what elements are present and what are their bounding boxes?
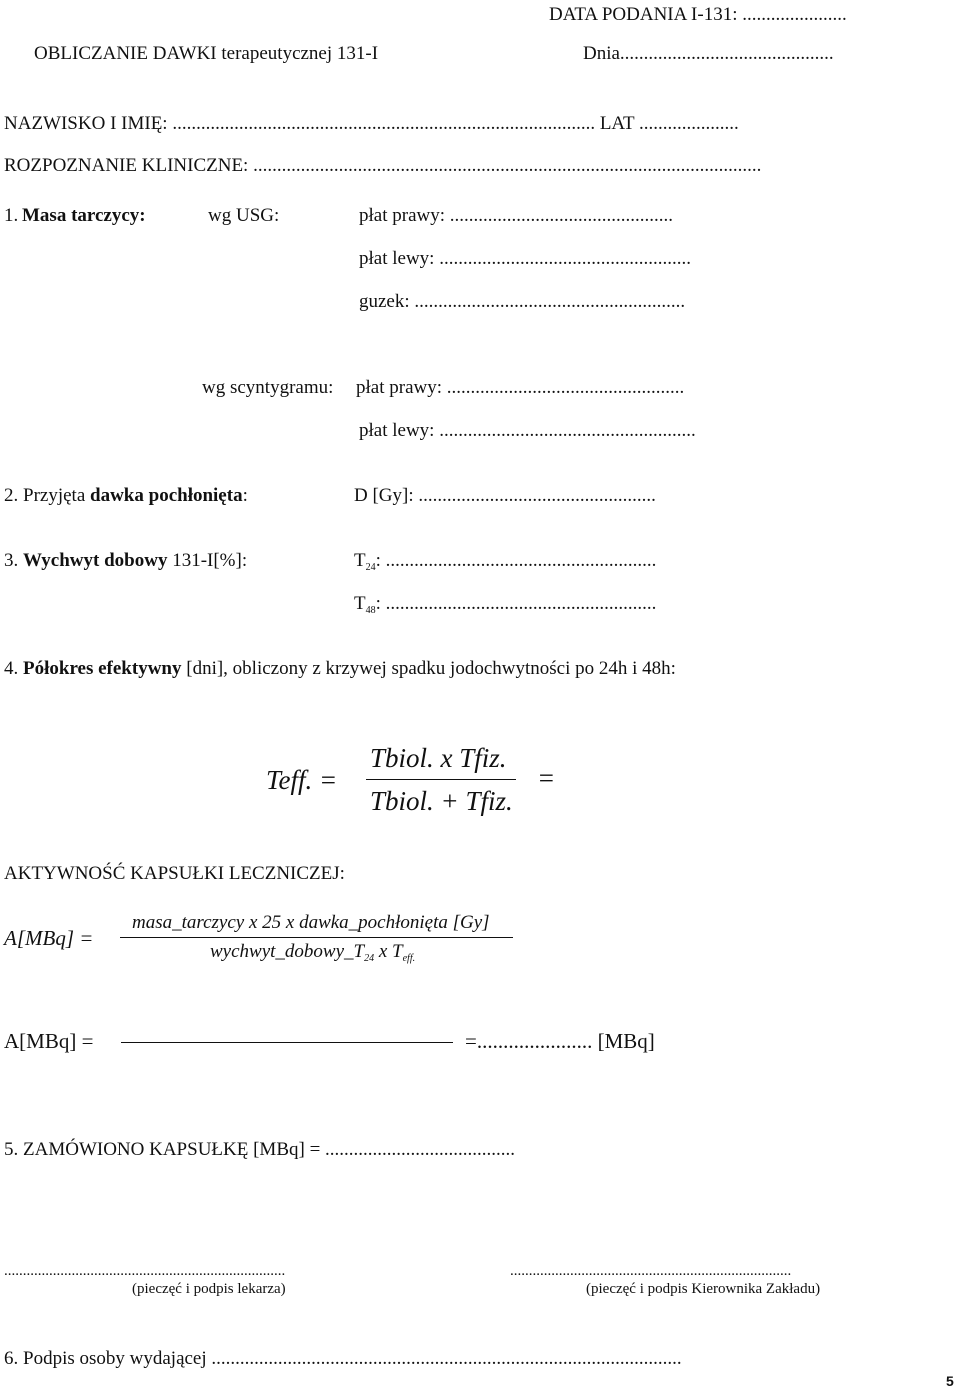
capsule-activity-heading: AKTYWNOŚĆ KAPSUŁKI LECZNICZEJ: (4, 863, 345, 884)
teff-fraction-bar (366, 779, 516, 780)
page-number: 5 (946, 1373, 954, 1389)
t48-symbol: T (354, 593, 366, 614)
ordered-capsule-field: 5. ZAMÓWIONO KAPSUŁKĘ [MBq] = ........................................ (4, 1139, 516, 1160)
thyroid-mass-label: Masa tarczycy: (22, 205, 146, 226)
section-4-heading (4, 659, 676, 678)
head-signature-label: (pieczęć i podpis Kierownika Zakładu) (586, 1281, 821, 1297)
scintigram-left-lobe-field: płat lewy: ...................................................... (359, 420, 696, 441)
uptake-t48-field (354, 594, 656, 616)
teff-formula-denominator: Tbiol. + Tfiz. (370, 786, 513, 816)
doctor-signature-label: (pieczęć i podpis lekarza) (132, 1281, 286, 1297)
effective-halflife-description: [dni], obliczony z krzywej spadku jodochwytności po 24h i 48h: (186, 658, 676, 679)
teff-formula-rhs: = (537, 763, 556, 793)
date-field: Dnia............................................. (583, 43, 834, 64)
usg-left-lobe-field: płat lewy: ..................................................... (359, 248, 691, 269)
t24-subscript: 24 (365, 562, 376, 573)
usg-nodule-field: guzek: ......................................................... (359, 291, 686, 312)
absorbed-dose-field: D [Gy]: .................................................. (354, 485, 656, 506)
denominator-subscript: 24 (364, 953, 375, 964)
scintigram-label: wg scyntygramu: (202, 377, 334, 398)
teff-formula-lhs: Teff. = (266, 765, 338, 795)
section-2-heading (4, 486, 248, 505)
head-signature-line: ........................................................................... (510, 1263, 792, 1279)
t48-subscript: 48 (365, 605, 376, 616)
activity-formula-numerator: masa_tarczycy x 25 x dawka_pochłonięta [Gy] (132, 912, 490, 933)
section-2-number: 2. Przyjęta (4, 485, 86, 506)
denominator-uptake: wychwyt_dobowy_T (210, 941, 365, 962)
section-4-number: 4. (4, 658, 19, 679)
t24-symbol: T (354, 550, 366, 571)
section-3-number: 3. (4, 550, 19, 571)
clinical-diagnosis-field: ROZPOZNANIE KLINICZNE: ........................................................................................................... (4, 155, 762, 176)
activity-result-line (121, 1042, 453, 1043)
t48-dots: : ......................................................... (375, 593, 657, 614)
absorbed-dose-colon: : (242, 485, 248, 506)
usg-right-lobe-field: płat prawy: ............................................... (359, 205, 674, 226)
section-3-heading (4, 551, 247, 570)
effective-halflife-label: Półokres efektywny (23, 658, 182, 679)
daily-uptake-unit: 131-I[%]: (172, 550, 248, 571)
activity-formula-lhs: A[MBq] = (4, 926, 94, 950)
denominator-subscript-eff: eff. (402, 953, 416, 964)
denominator-teff: x T (378, 941, 403, 962)
doctor-signature-line: ........................................................................... (4, 1263, 286, 1279)
teff-formula-numerator: Tbiol. x Tfiz. (370, 743, 507, 773)
activity-fraction-bar (120, 937, 513, 938)
section-1-number: 1. (4, 205, 19, 226)
activity-result-value: =...................... [MBq] (465, 1029, 655, 1053)
date-of-administration: DATA PODANIA I-131: ...................... (549, 4, 847, 25)
uptake-t24-field (354, 551, 656, 573)
t24-dots: : ......................................................... (375, 550, 657, 571)
scintigram-right-lobe-field: płat prawy: .................................................. (356, 377, 685, 398)
issuer-signature-field: 6. Podpis osoby wydającej ................................................................................................... (4, 1348, 682, 1369)
patient-name-field: NAZWISKO I IMIĘ: ......................................................................................... LAT ..................... (4, 113, 739, 134)
activity-formula-denominator (210, 942, 415, 964)
daily-uptake-label: Wychwyt dobowy (23, 550, 168, 571)
activity-result-lhs: A[MBq] = (4, 1029, 94, 1053)
absorbed-dose-label: dawka pochłonięta (90, 485, 243, 506)
document-title: OBLICZANIE DAWKI terapeutycznej 131-I (34, 43, 379, 64)
usg-label: wg USG: (208, 205, 280, 226)
